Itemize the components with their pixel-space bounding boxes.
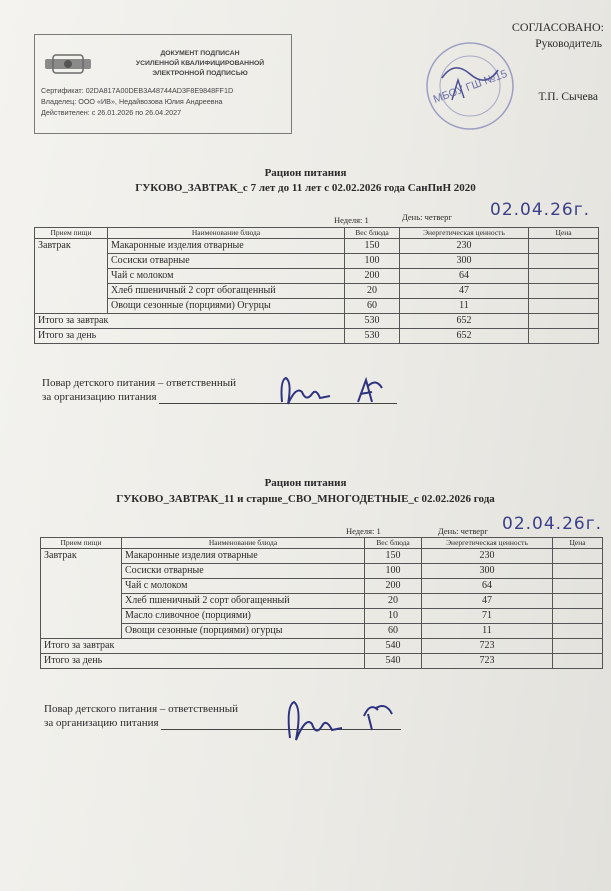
total-energy: 723 <box>422 654 553 669</box>
section-2-day: День: четверг <box>438 526 488 536</box>
dish-price <box>529 269 599 284</box>
dish-weight: 100 <box>345 254 400 269</box>
dish-weight: 200 <box>365 579 422 594</box>
dish-name: Хлеб пшеничный 2 сорт обогащенный <box>122 594 365 609</box>
table-row <box>35 269 599 284</box>
dish-energy: 11 <box>400 299 529 314</box>
section-1-title: Рацион питания <box>264 167 347 179</box>
dish-weight: 60 <box>345 299 400 314</box>
dish-weight: 20 <box>345 284 400 299</box>
total-day-row <box>35 329 599 344</box>
dish-name: Масло сливочное (порциями) <box>122 609 365 624</box>
column-header: Энергетическая ценность <box>400 228 529 239</box>
table-row <box>41 549 603 564</box>
table-header-row <box>41 538 603 549</box>
section-1-cook-responsible: Повар детского питания – ответственный за организацию питания <box>42 376 397 404</box>
dish-weight: 100 <box>365 564 422 579</box>
dish-energy: 47 <box>400 284 529 299</box>
total-label: Итого за день <box>41 654 365 669</box>
table-row <box>35 254 599 269</box>
dish-price <box>553 594 603 609</box>
table-row <box>41 594 603 609</box>
total-weight: 530 <box>345 329 400 344</box>
dish-price <box>553 579 603 594</box>
stamp-certificate: Сертификат: 02DA817A00DEB3A48744AD3F8E9848FF1D <box>41 86 234 95</box>
dish-name: Макаронные изделия отварные <box>122 549 365 564</box>
table-row <box>35 284 599 299</box>
dish-name: Хлеб пшеничный 2 сорт обогащенный <box>108 284 345 299</box>
total-energy: 652 <box>400 314 529 329</box>
dish-energy: 230 <box>400 239 529 254</box>
column-header: Вес блюда <box>345 228 400 239</box>
approval-position: Руководитель <box>535 38 602 50</box>
table-row <box>35 299 599 314</box>
dish-name: Чай с молоком <box>108 269 345 284</box>
column-header: Вес блюда <box>365 538 422 549</box>
meal-cell: Завтрак <box>41 549 122 639</box>
dish-name: Овощи сезонные (порциями) огурцы <box>122 624 365 639</box>
dish-energy: 71 <box>422 609 553 624</box>
column-header: Прием пищи <box>41 538 122 549</box>
dish-energy: 300 <box>422 564 553 579</box>
total-breakfast-row <box>35 314 599 329</box>
stamp-owner: Владелец: ООО «ИВ», Недайвозова Юлия Андреевна <box>41 97 223 106</box>
dish-energy: 300 <box>400 254 529 269</box>
section-2-title: Рацион питания <box>264 477 347 489</box>
table-row <box>41 564 603 579</box>
dish-energy: 47 <box>422 594 553 609</box>
total-label: Итого за завтрак <box>41 639 365 654</box>
approval-name: Т.П. Сычева <box>538 91 598 103</box>
e-signature-stamp <box>34 34 292 134</box>
dish-price <box>553 609 603 624</box>
table-row <box>35 239 599 254</box>
table-header-row <box>35 228 599 239</box>
dish-price <box>553 549 603 564</box>
stamp-details <box>41 85 233 118</box>
total-energy: 652 <box>400 329 529 344</box>
round-seal-icon <box>424 40 516 132</box>
section-2-cook-responsible: Повар детского питания – ответственный за организацию питания <box>44 702 401 730</box>
section-2-week: Неделя: 1 <box>346 526 381 536</box>
column-header: Энергетическая ценность <box>422 538 553 549</box>
dish-weight: 200 <box>345 269 400 284</box>
section-2-subtitle: ГУКОВО_ЗАВТРАК_11 и старше_СВО_МНОГОДЕТНЫЕ_с 02.02.2026 года <box>116 493 495 505</box>
dish-price <box>553 624 603 639</box>
dish-weight: 150 <box>345 239 400 254</box>
dish-price <box>529 239 599 254</box>
dish-weight: 150 <box>365 549 422 564</box>
dish-price <box>529 284 599 299</box>
dish-name: Сосиски отварные <box>108 254 345 269</box>
total-label: Итого за день <box>35 329 345 344</box>
section-2-handwritten-date: 02.04.26г. <box>502 514 603 534</box>
stamp-logo-icon <box>43 53 93 75</box>
column-header: Цена <box>553 538 603 549</box>
total-weight: 530 <box>345 314 400 329</box>
stamp-valid: Действителен: с 26.01.2026 по 26.04.2027 <box>41 108 182 117</box>
total-price <box>529 329 599 344</box>
dish-price <box>529 254 599 269</box>
dish-name: Чай с молоком <box>122 579 365 594</box>
dish-price <box>529 299 599 314</box>
approval-heading: СОГЛАСОВАНО: <box>511 20 604 34</box>
table-row <box>41 609 603 624</box>
column-header: Наименование блюда <box>108 228 345 239</box>
meal-cell: Завтрак <box>35 239 108 314</box>
column-header: Прием пищи <box>35 228 108 239</box>
table-row <box>41 624 603 639</box>
total-breakfast-row <box>41 639 603 654</box>
section-2-signature-icon <box>280 696 410 750</box>
dish-energy: 230 <box>422 549 553 564</box>
column-header: Наименование блюда <box>122 538 365 549</box>
dish-name: Макаронные изделия отварные <box>108 239 345 254</box>
dish-weight: 10 <box>365 609 422 624</box>
section-1-handwritten-date: 02.04.26г. <box>490 200 591 220</box>
section-1-menu-table <box>34 227 599 344</box>
dish-name: Сосиски отварные <box>122 564 365 579</box>
table-row <box>41 579 603 594</box>
section-2-menu-table <box>40 537 603 669</box>
stamp-title: ДОКУМЕНТ ПОДПИСАН УСИЛЕННОЙ КВАЛИФИЦИРОВАННОЙ ЭЛЕКТРОННОЙ ПОДПИСЬЮ <box>135 50 265 77</box>
dish-name: Овощи сезонные (порциями) Огурцы <box>108 299 345 314</box>
dish-energy: 64 <box>422 579 553 594</box>
dish-weight: 60 <box>365 624 422 639</box>
total-energy: 723 <box>422 639 553 654</box>
section-1-day: День: четверг <box>402 212 452 222</box>
total-price <box>529 314 599 329</box>
dish-price <box>553 564 603 579</box>
dish-energy: 64 <box>400 269 529 284</box>
total-label: Итого за завтрак <box>35 314 345 329</box>
total-price <box>553 654 603 669</box>
section-1-week: Неделя: 1 <box>334 215 369 225</box>
seal-text: МБОУ ГШ №15 <box>431 68 509 106</box>
total-weight: 540 <box>365 639 422 654</box>
total-price <box>553 639 603 654</box>
dish-weight: 20 <box>365 594 422 609</box>
dish-energy: 11 <box>422 624 553 639</box>
total-weight: 540 <box>365 654 422 669</box>
section-1-signature-icon <box>272 372 392 412</box>
column-header: Цена <box>529 228 599 239</box>
total-day-row <box>41 654 603 669</box>
section-1-subtitle: ГУКОВО_ЗАВТРАК_с 7 лет до 11 лет с 02.02.2026 года СанПиН 2020 <box>135 182 476 194</box>
